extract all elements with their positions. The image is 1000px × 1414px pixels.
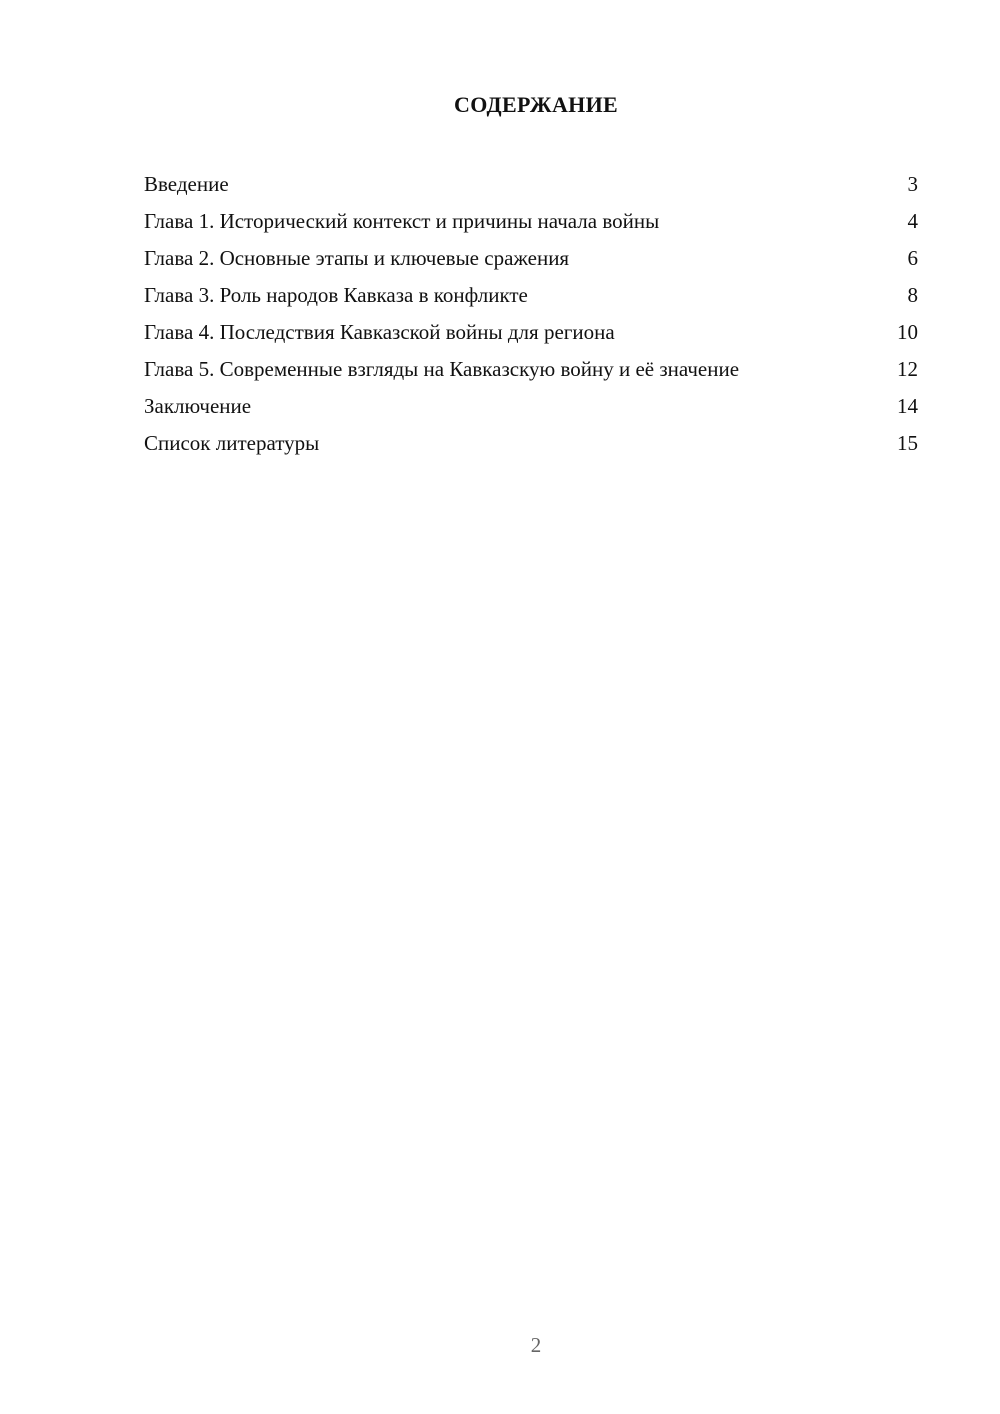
toc-entry-title: Глава 2. Основные этапы и ключевые сражения [144,246,570,270]
toc-heading: СОДЕРЖАНИЕ [454,92,618,117]
toc-entry-title: Глава 4. Последствия Кавказской войны для региона [144,320,615,344]
page-number: 2 [530,1333,542,1357]
toc-entry-title: Заключение [144,394,252,418]
toc-entry-chapter-4 [144,318,918,346]
toc-entry-page: 8 [907,283,918,307]
toc-entry-chapter-2 [144,244,918,272]
toc-entry-title: Глава 5. Современные взгляды на Кавказскую войну и её значение [144,357,740,381]
toc-entry-chapter-3 [144,281,918,309]
toc-entry-page: 15 [897,431,918,455]
toc-entry-page: 12 [897,357,918,381]
toc-entry-title: Введение [144,172,229,196]
table-of-contents [144,170,918,466]
toc-entry-page: 14 [897,394,918,418]
toc-entry-page: 3 [907,172,918,196]
toc-entry-conclusion [144,392,918,420]
toc-entry-bibliography [144,429,918,457]
toc-entry-page: 6 [907,246,918,270]
toc-entry-title: Список литературы [144,431,320,455]
toc-entry-introduction [144,170,918,198]
toc-entry-title: Глава 3. Роль народов Кавказа в конфликте [144,283,528,307]
toc-entry-chapter-5 [144,355,918,383]
toc-entry-chapter-1 [144,207,918,235]
toc-entry-page: 4 [907,209,918,233]
toc-entry-page: 10 [897,320,918,344]
toc-entry-title: Глава 1. Исторический контекст и причины начала войны [144,209,660,233]
